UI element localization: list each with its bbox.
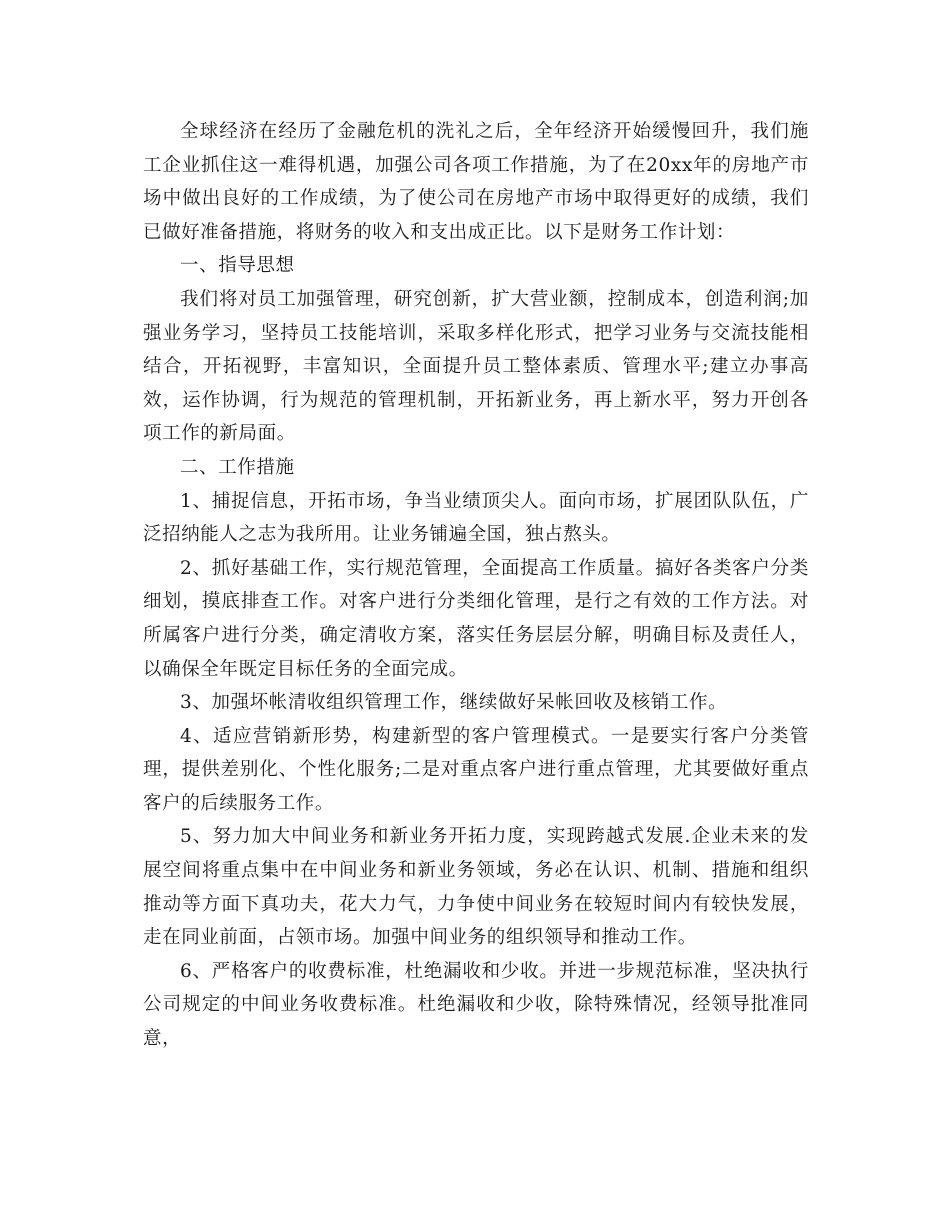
document-body bbox=[143, 115, 809, 1056]
measure-item-5: 5、努力加大中间业务和新业务开拓力度，实现跨越式发展.企业未来的发展空间将重点集中在中间业务和新业务领域，务必在认识、机制、措施和组织推动等方面下真功夫，花大力气，力争使中间业务在较短时间内有较快发展，走在同业前面，占领市场。加强中间业务的组织领导和推动工作。 bbox=[143, 826, 809, 949]
measure-item-4: 4、适应营销新形势，构建新型的客户管理模式。一是要实行客户分类管理，提供差别化、个性化服务;二是对重点客户进行重点管理，尤其要做好重点客户的后续服务工作。 bbox=[143, 725, 809, 814]
measure-item-6: 6、严格客户的收费标准，杜绝漏收和少收。并进一步规范标准，坚决执行公司规定的中间业务收费标准。杜绝漏收和少收，除特殊情况，经领导批准同意， bbox=[143, 960, 809, 1050]
guiding-thought-paragraph: 我们将对员工加强管理，研究创新，扩大营业额，控制成本，创造利润;加强业务学习，坚持员工技能培训，采取多样化形式，把学习业务与交流技能相结合，开拓视野，丰富知识，全面提升员工整体素质、管理水平;建立办事高效，运作协调，行为规范的管理机制，开拓新业务，再上新水平，努力开创各项工作的新局面。 bbox=[143, 288, 809, 445]
intro-paragraph: 全球经济在经历了金融危机的洗礼之后，全年经济开始缓慢回升，我们施工企业抓住这一难得机遇，加强公司各项工作措施，为了在20xx年的房地产市场中做出良好的工作成绩，为了使公司在房地产市场中取得更好的成绩，我们已做好准备措施，将财务的收入和支出成正比。以下是财务工作计划： bbox=[143, 121, 809, 243]
section-heading-work-measures: 二、工作措施 bbox=[180, 456, 295, 478]
measure-item-2: 2、抓好基础工作，实行规范管理，全面提高工作质量。搞好各类客户分类细划，摸底排查工作。对客户进行分类细化管理，是行之有效的工作方法。对所属客户进行分类，确定清收方案，落实任务层层分解，明确目标及责任人，以确保全年既定目标任务的全面完成。 bbox=[143, 557, 809, 680]
measure-item-3: 3、加强坏帐清收组织管理工作，继续做好呆帐回收及核销工作。 bbox=[180, 692, 728, 714]
measure-item-1: 1、捕捉信息，开拓市场，争当业绩顶尖人。面向市场，扩展团队队伍，广泛招纳能人之志为我所用。让业务铺遍全国，独占熬头。 bbox=[143, 490, 809, 546]
section-heading-guiding-thought: 一、指导思想 bbox=[180, 255, 295, 277]
